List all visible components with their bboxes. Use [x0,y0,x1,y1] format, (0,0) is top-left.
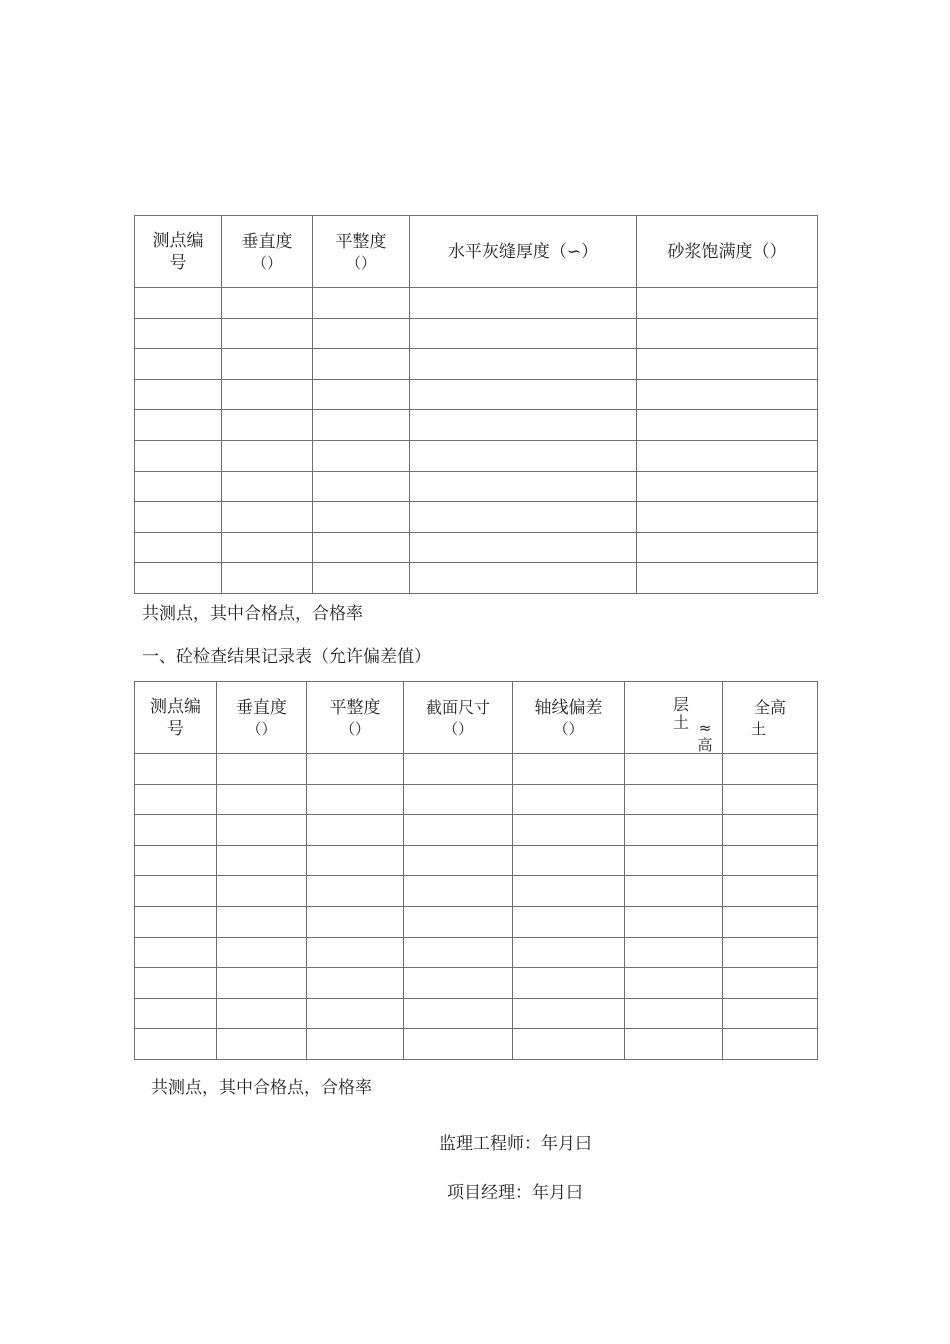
table-row [135,440,818,471]
table-cell[interactable] [307,998,404,1029]
table-cell[interactable] [723,937,818,968]
table-cell[interactable] [313,379,410,410]
table-cell[interactable] [307,784,404,815]
table-cell[interactable] [723,784,818,815]
table-cell[interactable] [723,906,818,937]
table-row [135,1029,818,1060]
header-mortar-fullness: 砂浆饱满度（） [637,216,818,288]
table-row [135,876,818,907]
table-cell[interactable] [222,440,313,471]
table-cell[interactable] [723,998,818,1029]
table-cell[interactable] [307,845,404,876]
table-row [135,906,818,937]
table-row [135,410,818,441]
table-cell[interactable] [307,876,404,907]
table-cell[interactable] [723,968,818,999]
summary-line-2: 共测点，其中合格点，合格率 [151,1078,372,1098]
concrete-inspection-table [134,681,818,1060]
table-cell[interactable] [135,318,222,349]
table-cell[interactable] [404,968,513,999]
table-cell[interactable] [135,379,222,410]
table-cell[interactable] [135,998,217,1029]
table-cell[interactable] [135,440,222,471]
table-cell[interactable] [513,845,625,876]
table-cell[interactable] [307,1029,404,1060]
table-cell[interactable] [135,288,222,319]
table-cell[interactable] [313,440,410,471]
table-cell[interactable] [723,1029,818,1060]
table-row [135,471,818,502]
table-body [135,754,818,1060]
table-cell[interactable] [723,815,818,846]
table-row [135,998,818,1029]
table-cell[interactable] [307,906,404,937]
table-cell[interactable] [410,471,637,502]
table-row [135,754,818,785]
header-flatness: 平整度 （） [313,216,410,288]
table-cell[interactable] [625,845,723,876]
table-cell[interactable] [135,471,222,502]
table-cell[interactable] [513,754,625,785]
table-cell[interactable] [307,968,404,999]
table-cell[interactable] [637,502,818,533]
table-cell[interactable] [313,563,410,594]
table-cell[interactable] [135,349,222,380]
header-floor-height: 层土 ≈高 [625,682,723,754]
table-cell[interactable] [625,876,723,907]
table-row [135,845,818,876]
table-cell[interactable] [404,998,513,1029]
table-cell[interactable] [404,1029,513,1060]
table-header-row [135,682,818,754]
section-title: 一、砼检查结果记录表（允许偏差值） [142,647,431,667]
table-cell[interactable] [217,1029,307,1060]
table-cell[interactable] [313,410,410,441]
table-cell[interactable] [307,754,404,785]
table-cell[interactable] [313,471,410,502]
table-cell[interactable] [222,349,313,380]
table-cell[interactable] [222,379,313,410]
header-verticality: 垂直度 （） [217,682,307,754]
table-cell[interactable] [217,968,307,999]
table-cell[interactable] [637,471,818,502]
table-cell[interactable] [313,288,410,319]
table-cell[interactable] [404,754,513,785]
table-cell[interactable] [625,968,723,999]
table-cell[interactable] [222,318,313,349]
table-body [135,288,818,594]
table-cell[interactable] [217,998,307,1029]
table-cell[interactable] [723,845,818,876]
table-cell[interactable] [637,440,818,471]
masonry-inspection-table [134,215,818,594]
table-cell[interactable] [135,754,217,785]
table-cell[interactable] [217,784,307,815]
table-row [135,815,818,846]
table-cell[interactable] [404,906,513,937]
table-header-row [135,216,818,288]
header-flatness: 平整度 （） [307,682,404,754]
table-cell[interactable] [313,502,410,533]
table-cell[interactable] [135,876,217,907]
table-cell[interactable] [625,998,723,1029]
table-cell[interactable] [410,410,637,441]
table-row [135,563,818,594]
table-cell[interactable] [410,318,637,349]
table-cell[interactable] [513,784,625,815]
table-cell[interactable] [410,288,637,319]
table-cell[interactable] [625,906,723,937]
table-cell[interactable] [307,937,404,968]
table-row [135,937,818,968]
table-cell[interactable] [217,845,307,876]
header-joint-thickness: 水平灰缝厚度（∽） [410,216,637,288]
table-cell[interactable] [513,906,625,937]
table-cell[interactable] [513,998,625,1029]
table-cell[interactable] [513,937,625,968]
table-cell[interactable] [410,349,637,380]
table-cell[interactable] [135,815,217,846]
table-cell[interactable] [637,349,818,380]
table-cell[interactable] [410,379,637,410]
table-cell[interactable] [637,532,818,563]
table-cell[interactable] [404,937,513,968]
header-verticality: 垂直度 （） [222,216,313,288]
header-full-height: 全高 土 [723,682,818,754]
table-cell[interactable] [222,502,313,533]
table-cell[interactable] [513,968,625,999]
table-cell[interactable] [410,563,637,594]
table-cell[interactable] [404,815,513,846]
header-section-size: 截面尺寸 （） [404,682,513,754]
table-cell[interactable] [313,349,410,380]
table-row [135,288,818,319]
table-cell[interactable] [222,563,313,594]
supervisor-signature: 监理工程师：年月曰 [439,1134,592,1154]
table-cell[interactable] [217,906,307,937]
table-cell[interactable] [313,318,410,349]
table-cell[interactable] [637,318,818,349]
table-cell[interactable] [135,906,217,937]
table-cell[interactable] [222,471,313,502]
table-row [135,318,818,349]
table-cell[interactable] [217,876,307,907]
table-cell[interactable] [637,410,818,441]
table-cell[interactable] [625,1029,723,1060]
table-cell[interactable] [313,532,410,563]
table-row [135,784,818,815]
table-row [135,349,818,380]
header-point-number: 测点编 号 [135,216,222,288]
table-cell[interactable] [625,815,723,846]
table-cell[interactable] [637,288,818,319]
table-cell[interactable] [135,937,217,968]
table-cell[interactable] [404,876,513,907]
table-cell[interactable] [135,563,222,594]
table-cell[interactable] [410,532,637,563]
table-cell[interactable] [404,845,513,876]
table-cell[interactable] [222,288,313,319]
table-cell[interactable] [217,937,307,968]
manager-signature: 项目经理：年月曰 [447,1183,583,1203]
table-cell[interactable] [135,532,222,563]
table-cell[interactable] [135,1029,217,1060]
header-point-number: 测点编 号 [135,682,217,754]
table-cell[interactable] [307,815,404,846]
table-cell[interactable] [217,815,307,846]
table-row [135,379,818,410]
table-row [135,502,818,533]
table-cell[interactable] [222,532,313,563]
table-cell[interactable] [217,754,307,785]
table-cell[interactable] [625,937,723,968]
table-cell[interactable] [513,1029,625,1060]
table-cell[interactable] [135,784,217,815]
table-cell[interactable] [135,502,222,533]
table-cell[interactable] [222,410,313,441]
table-cell[interactable] [410,502,637,533]
table-cell[interactable] [723,876,818,907]
table-cell[interactable] [135,968,217,999]
table-cell[interactable] [513,876,625,907]
table-cell[interactable] [625,784,723,815]
table-cell[interactable] [404,784,513,815]
table-cell[interactable] [637,563,818,594]
table-cell[interactable] [135,845,217,876]
header-axis-deviation: 轴线偏差 （） [513,682,625,754]
table-cell[interactable] [723,754,818,785]
table-cell[interactable] [410,440,637,471]
table-cell[interactable] [625,754,723,785]
table-row [135,968,818,999]
table-cell[interactable] [637,379,818,410]
table-cell[interactable] [135,410,222,441]
table-row [135,532,818,563]
summary-line-1: 共测点，其中合格点，合格率 [142,604,363,624]
table-cell[interactable] [513,815,625,846]
